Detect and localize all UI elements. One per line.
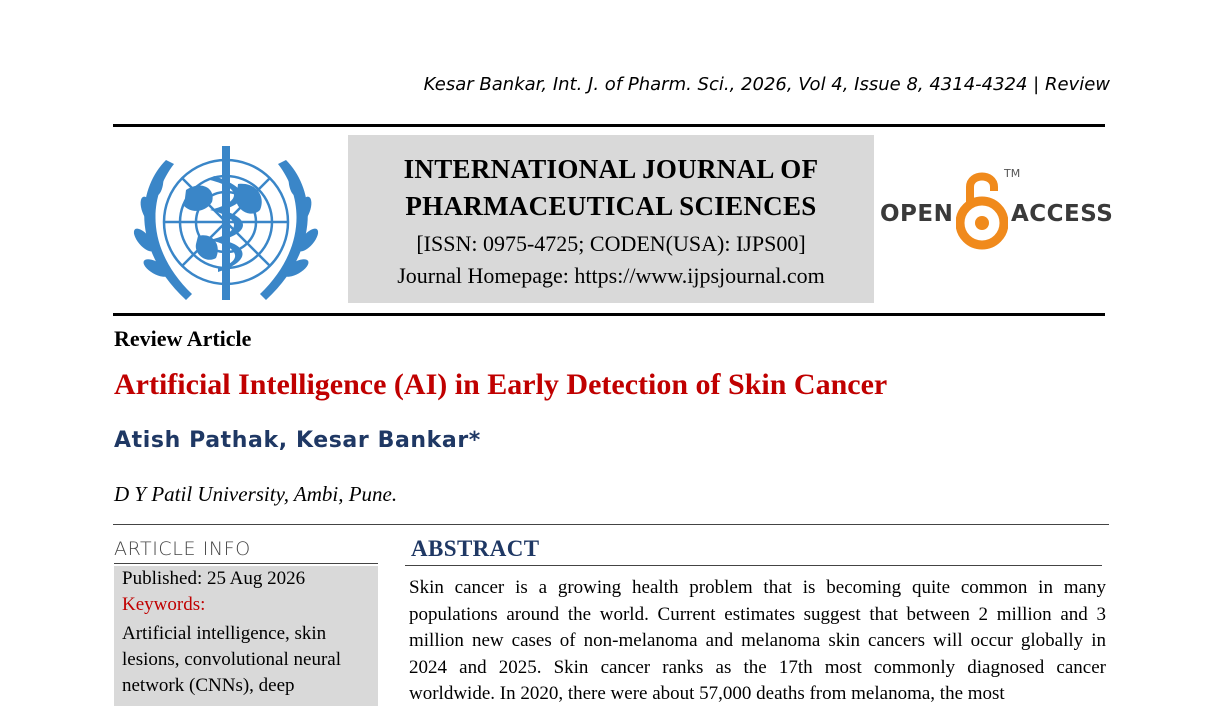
open-access-left-text: OPEN — [880, 201, 954, 227]
journal-issn: [ISSN: 0975-4725; CODEN(USA): IJPS00] — [416, 231, 806, 256]
journal-masthead — [348, 135, 874, 303]
author-list: Atish Pathak, Kesar Bankar* — [114, 428, 481, 453]
abstract-body: Skin cancer is a growing health problem that is becoming quite common in many populations around the world. Current estimates suggest that between 2 million and 3 million new cases of non-melanoma and melanoma skin cancers will occur globally in 2024 and 2025. Skin cancer ranks as the 17th most commonly diagnosed cancer worldwide. In 2020, there were about 57,000 deaths from melanoma, the most — [409, 577, 1106, 704]
abstract-rule — [405, 565, 1102, 566]
journal-homepage[interactable]: Journal Homepage: https://www.ijpsjournal.com — [397, 263, 825, 288]
published-date: Published: 25 Aug 2026 — [122, 568, 306, 589]
keywords-label: Keywords: — [122, 594, 206, 615]
un-style-emblem-icon — [126, 140, 326, 308]
open-access-right-text: ACCESS — [1011, 201, 1114, 227]
article-type: Review Article — [114, 326, 252, 351]
paper-title: Artificial Intelligence (AI) in Early Detection of Skin Cancer — [114, 368, 888, 401]
keywords-list: Artificial intelligence, skin lesions, convolutional neural network (CNNs), deep — [122, 623, 341, 696]
header-bottom-rule — [113, 313, 1105, 316]
article-info-heading: ARTICLE INFO — [114, 538, 251, 560]
article-info-rule — [114, 563, 378, 564]
journal-title-line1: INTERNATIONAL JOURNAL OF — [403, 154, 819, 184]
journal-title-line2: PHARMACEUTICAL SCIENCES — [405, 191, 817, 221]
open-access-lock-icon — [956, 165, 1008, 251]
abstract-heading: ABSTRACT — [411, 536, 540, 561]
citation-header: Kesar Bankar, Int. J. of Pharm. Sci., 2026, Vol 4, Issue 8, 4314-4324 | Review — [423, 74, 1110, 95]
header-top-rule — [113, 124, 1105, 127]
journal-title — [348, 151, 874, 225]
author-affiliation: D Y Patil University, Ambi, Pune. — [114, 482, 398, 506]
open-access-logo — [880, 165, 1114, 255]
section-divider — [113, 524, 1109, 525]
article-info-box — [114, 566, 378, 706]
trademark-symbol: TM — [1004, 167, 1021, 180]
